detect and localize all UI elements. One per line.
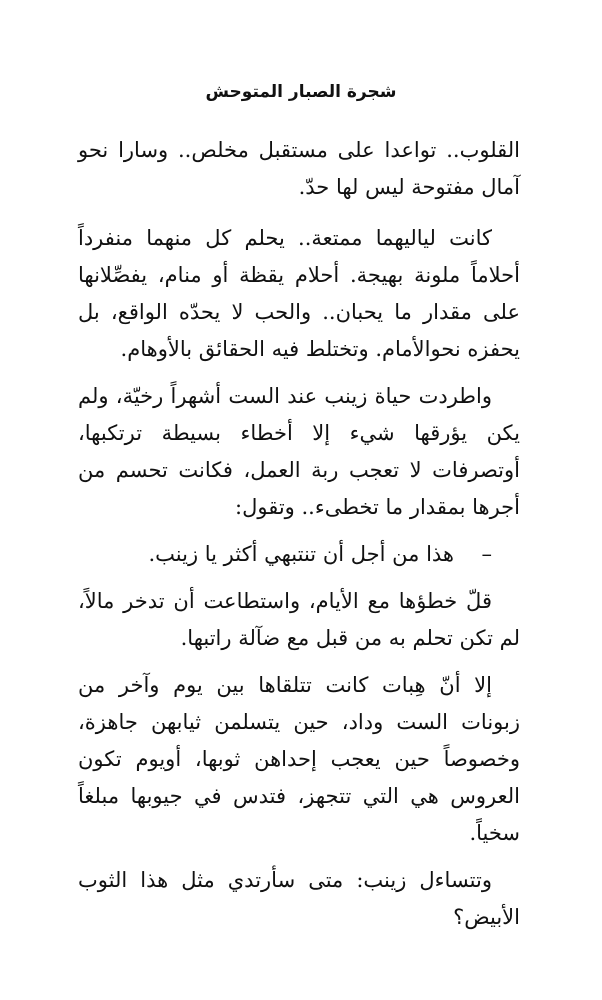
paragraph-6: وتتساءل زينب: متى سأرتدي مثل هذا الثوب الأبيض؟: [78, 868, 520, 929]
dialogue-text: هذا من أجل أن تنتبهي أكثر يا زينب.: [148, 542, 454, 566]
dialogue-dash: –: [481, 542, 492, 566]
paragraph-4: قلّ خطؤها مع الأيام، واستطاعت أن تدخر مالاً، لم تكن تحلم به من قبل مع ضآلة راتبها.: [78, 589, 520, 650]
paragraph-5: إلا أنّ هِبات كانت تتلقاها بين يوم وآخر من زبونات الست وداد، حين يتسلمن ثيابهن جاهزة، وخصوصاً حين يعجب إحداهن ثوبها، أويوم تكون العروس هي التي تتجهز، فتدس في جيوبها مبلغاً سخياً.: [78, 673, 520, 845]
dialogue-line: [78, 536, 520, 573]
page-title: شجرة الصبار المتوحش: [205, 82, 397, 102]
paragraph-3: واطردت حياة زينب عند الست أشهراً رخيّة، ولم يكن يؤرقها شيء إلا أخطاء بسيطة ترتكبها، أوتصرفات لا تعجب ربة العمل، فكانت تحسم من أجرها بمقدار ما تخطىء.. وتقول:: [78, 384, 520, 519]
paragraph-2: كانت لياليهما ممتعة.. يحلم كل منهما منفرداً أحلاماً ملونة بهيجة. أحلام يقظة أو منام، يفصِّلانها على مقدار ما يحبان.. والحب لا يحدّه الواقع، بل يحفزه نحوالأمام. وتختلط فيه الحقائق بالأوهام.: [78, 226, 520, 361]
body-text: [78, 132, 520, 946]
paragraph-1: القلوب.. تواعدا على مستقبل مخلص.. وسارا نحو آمال مفتوحة ليس لها حدّ.: [78, 138, 520, 199]
